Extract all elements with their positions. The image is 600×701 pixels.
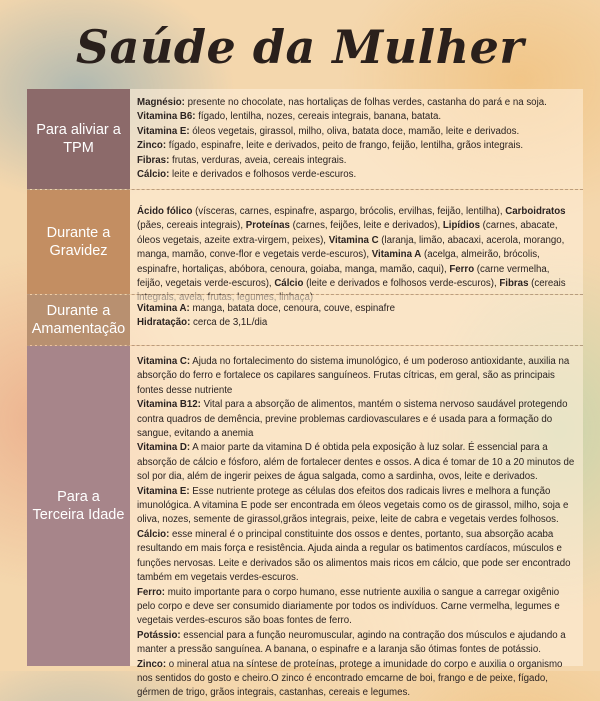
section-content: [130, 346, 583, 699]
nutrient-item: [137, 485, 577, 528]
nutrient-name: Vitamina D:: [137, 442, 191, 454]
nutrient-text: (carne vermelha, feijão, vegetais verde-escuros),: [137, 263, 550, 290]
nutrient-name: Carboidratos: [505, 206, 566, 217]
nutrient-text: Esse nutriente protege as células dos efeitos dos radicais livres e melhora a função imunológica. A vitamina E pode ser encontrada em óleos vegetais como os de girassol, milho, soja e oliva, nozes, semente de girassol,grãos integrais, peixe, leite de cabra e vegetais verdes folhosos.: [137, 485, 569, 526]
nutrient-name: Zinco:: [137, 140, 167, 152]
nutrient-text: frutas, verduras, aveia, cereais integrais.: [169, 154, 347, 166]
nutrient-text: manga, batata doce, cenoura, couve, espinafre: [189, 303, 395, 314]
section-label: [27, 89, 130, 189]
nutrient-name: Vitamina A: [371, 249, 422, 261]
nutrient-name: Vitamina C:: [137, 356, 191, 367]
section-label-text: Para a Terceira Idade: [32, 489, 125, 523]
nutrient-text: cerca de 3,1L/dia: [190, 317, 268, 329]
nutrient-name: Cálcio:: [137, 528, 170, 540]
nutrition-table: [27, 89, 583, 699]
nutrient-text: (leite e derivados e folhosos verde-escuros),: [303, 278, 500, 290]
nutrient-name: Zinco:: [137, 658, 167, 670]
nutrient-name: Vitamina B12:: [137, 399, 201, 411]
nutrient-name: Ferro:: [137, 586, 165, 598]
section-row-amamentacao: [27, 295, 583, 346]
nutrient-text: fígado, lentilha, nozes, cereais integrais, banana, batata.: [195, 111, 442, 123]
section-label: [27, 190, 130, 294]
nutrient-name: Magnésio:: [137, 97, 185, 108]
nutrient-text: leite e derivados e folhosos verde-escuros.: [169, 169, 357, 181]
nutrient-text: (acelga, almeirão, brócolis, espinafre, hortaliças, abóbora, cenoura, goiaba, manga, mamão, caqui),: [137, 249, 540, 275]
section-label-text: Durante a Gravidez: [46, 225, 111, 259]
nutrient-text: (carnes, abacate, óleos vegetais, azeite extra-virgem, peixes),: [137, 220, 558, 246]
section-content: [130, 89, 583, 189]
nutrient-item: [137, 139, 577, 153]
nutrient-item: [137, 168, 577, 182]
nutrient-name: Vitamina B6:: [137, 111, 196, 123]
nutrient-name: Cálcio:: [137, 169, 170, 181]
nutrient-text: esse mineral é o principal constituinte dos ossos e dentes, portanto, sua absorção acaba resultando em mais força e resistência. Ajuda ainda a regular os batimentos cardíacos, músculos e funções nervosas. Leite e derivados são os alimentos mais ricos em cálcio, que pode ser encontrado também em vegetais verdes-escuros.: [137, 528, 571, 584]
nutrient-text: (pães, cereais integrais),: [137, 220, 246, 232]
nutrient-item: [137, 355, 577, 398]
nutrient-item: [137, 441, 577, 484]
section-row-gravidez: [27, 190, 583, 295]
nutrient-name: Vitamina E:: [137, 125, 190, 137]
nutrient-item: [137, 398, 577, 441]
nutrient-name: Fibras: [499, 278, 529, 290]
nutrient-item: [137, 302, 577, 316]
nutrient-name: Hidratação:: [137, 317, 191, 329]
nutrient-item: [137, 629, 577, 658]
nutrient-name: Potássio:: [137, 629, 181, 641]
nutrient-name: Ácido fólico: [137, 206, 193, 217]
nutrient-name: Lipídios: [442, 220, 480, 232]
nutrient-name: Fibras:: [137, 154, 170, 166]
nutrient-text: presente no chocolate, nas hortaliças de folhas verdes, castanha do pará e na soja.: [184, 97, 547, 108]
nutrient-text: (laranja, limão, abacaxi, acerola, morango, manga, mamão, conve-flor e vegetais verde-escuros),: [137, 234, 565, 261]
page-title: Saúde da Mulher: [75, 20, 525, 74]
nutrient-name: Vitamina E:: [137, 485, 190, 497]
nutrient-item: [137, 586, 577, 629]
nutrient-text: A maior parte da vitamina D é obtida pela exposição à luz solar. É essencial para a absorção de cálcio e fósforo, além de fortalecer dentes e ossos. A dica é tomar de 10 a 20 minutos de sol por dia, além de ingerir peixes de água salgada, como a sardinha, ovos, leite e derivados.: [137, 442, 575, 483]
nutrient-name: Ferro: [449, 263, 475, 275]
nutrient-text: Vital para a absorção de alimentos, mantém o sistema nervoso saudável protegendo contra quadros de demência, previne problemas cardiovasculares e é usada para a formação do sangue, evitando a anemia: [137, 399, 568, 440]
section-row-tpm: [27, 89, 583, 190]
nutrient-item: [137, 125, 577, 139]
section-content: [130, 190, 583, 294]
nutrient-name: Vitamina A:: [137, 303, 190, 314]
nutrient-name: Vitamina C: [328, 234, 379, 246]
section-label-text: Para aliviar a TPM: [36, 122, 121, 156]
nutrient-item: [137, 528, 577, 586]
section-content: [130, 295, 583, 345]
nutrient-item: [137, 154, 577, 168]
nutrient-text: o mineral atua na síntese de proteínas, protege a imunidade do corpo e auxilia o organismo nos sentidos do gosto e cheiro.O zinco é encontrado emcarne de boi, frango e de peixe, fígado, gérmen de trigo, grãos integrais, castanhas, cereais e legumes.: [137, 658, 563, 699]
section-row-terceira-idade: [27, 346, 583, 699]
nutrient-text: (vísceras, carnes, espinafre, aspargo, brócolis, ervilhas, feijão, lentilha),: [192, 206, 506, 217]
section-label: [27, 346, 130, 666]
nutrient-name: Cálcio: [274, 278, 304, 290]
section-label-text: Durante a Amamentação: [31, 303, 126, 337]
nutrient-name: Proteínas: [245, 220, 290, 232]
nutrient-text: óleos vegetais, girassol, milho, oliva, batata doce, mamão, leite e derivados.: [189, 125, 520, 137]
nutrient-item: [137, 110, 577, 124]
nutrient-item: [137, 96, 577, 110]
nutrient-text: (carnes, feijões, leite e derivados),: [289, 220, 443, 232]
nutrient-text: muito importante para o corpo humano, esse nutriente auxilia o sangue a carregar oxigênio pelo corpo e deve ser consumido diariamente por todos os indivíduos. Carne vermelha, legumes e vegetais verdes-escuros são boas fontes de ferro.: [137, 586, 560, 627]
nutrient-item: [137, 316, 577, 330]
nutrient-text: essencial para a função neuromuscular, agindo na contração dos músculos e ajudando a manter a pressão sanguínea. A banana, o espinafre e a laranja são ótimas fontes de potássio.: [137, 629, 566, 656]
section-label: [27, 295, 130, 345]
nutrient-text: (cereais: [531, 278, 566, 290]
nutrient-paragraph: [137, 205, 577, 306]
nutrient-item: [137, 658, 577, 701]
nutrient-text: Ajuda no fortalecimento do sistema imunológico, é um poderoso antioxidante, auxilia na absorção do ferro e fortalece os capilares sanguíneos. Frutas cítricas, em geral, são as principais fontes desse nutriente: [137, 356, 570, 396]
nutrient-text: fígado, espinafre, leite e derivados, peito de frango, feijão, lentilha, grãos integrais.: [166, 140, 524, 152]
